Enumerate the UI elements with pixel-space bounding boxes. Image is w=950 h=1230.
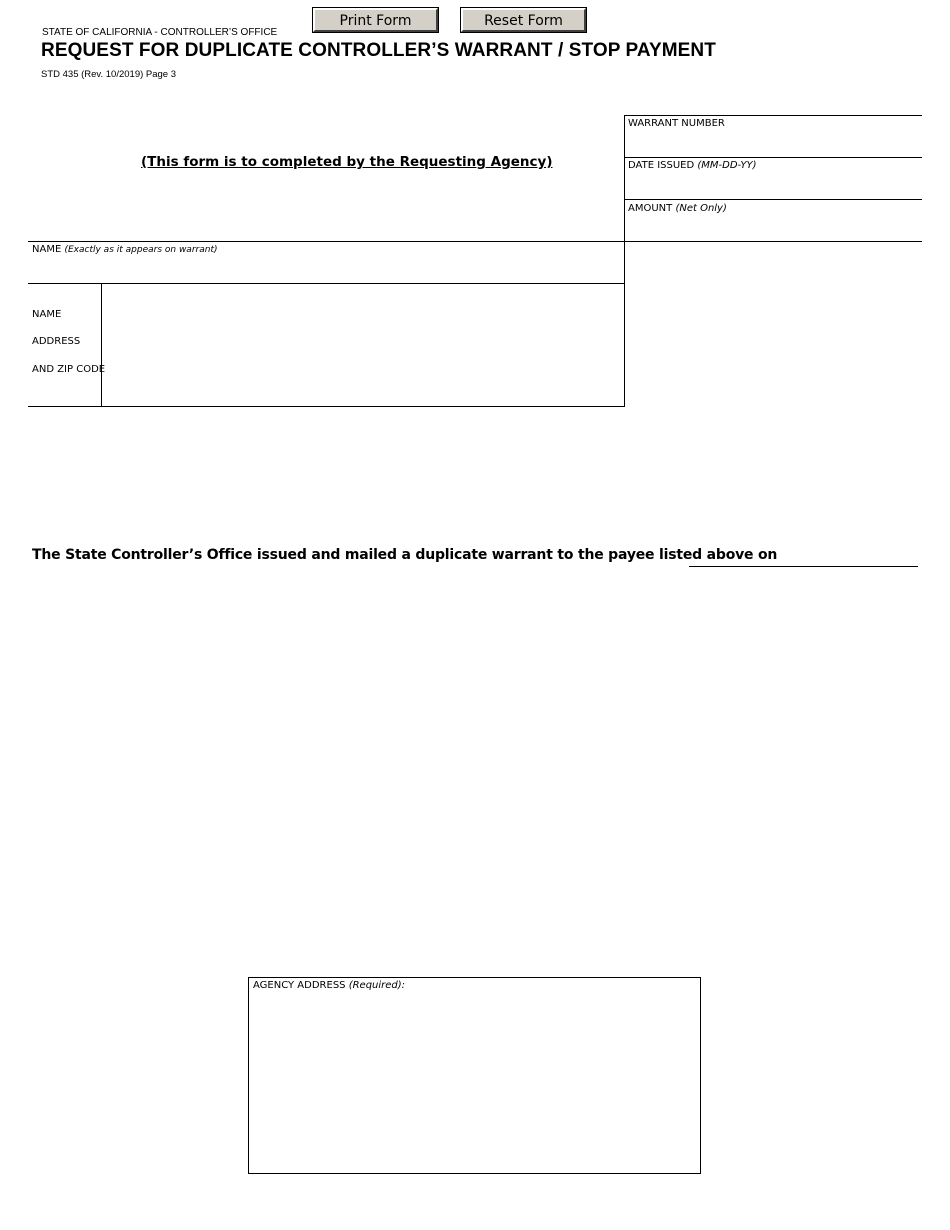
agency-address-label bbox=[253, 980, 405, 991]
warrant-number-label: WARRANT NUMBER bbox=[628, 118, 725, 129]
address-name-label: NAME bbox=[32, 309, 62, 320]
agency-address-box[interactable] bbox=[248, 977, 701, 1174]
divider bbox=[624, 115, 922, 116]
amount-field[interactable] bbox=[625, 217, 921, 241]
form-subheading: (This form is to completed by the Requesting Agency) bbox=[141, 154, 553, 170]
divider bbox=[28, 241, 922, 242]
form-number: STD 435 (Rev. 10/2019) Page 3 bbox=[41, 69, 177, 80]
name-label-text: NAME bbox=[32, 244, 62, 255]
date-issued-label-text: DATE ISSUED bbox=[628, 160, 695, 171]
name-label bbox=[32, 244, 217, 255]
date-issued-label bbox=[628, 160, 757, 171]
agency-address-label-text: AGENCY ADDRESS bbox=[253, 980, 346, 991]
date-issued-hint: (MM-DD-YY) bbox=[697, 160, 757, 171]
name-hint: (Exactly as it appears on warrant) bbox=[64, 245, 218, 255]
divider bbox=[624, 157, 922, 158]
divider bbox=[624, 199, 922, 200]
issued-statement: The State Controller’s Office issued and mailed a duplicate warrant to the payee listed above on bbox=[32, 547, 778, 563]
address-label: ADDRESS bbox=[32, 336, 81, 347]
amount-label bbox=[628, 203, 727, 214]
form-title: REQUEST FOR DUPLICATE CONTROLLER’S WARRANT / STOP PAYMENT bbox=[41, 40, 716, 61]
issue-date-field[interactable] bbox=[689, 546, 918, 565]
warrant-number-field[interactable] bbox=[625, 132, 921, 156]
divider bbox=[28, 406, 624, 407]
date-issued-field[interactable] bbox=[625, 174, 921, 198]
agency-address-hint: (Required): bbox=[348, 980, 406, 991]
zip-code-label: AND ZIP CODE bbox=[32, 364, 106, 375]
payee-name-field[interactable] bbox=[29, 258, 623, 282]
name-address-field[interactable] bbox=[102, 284, 623, 405]
print-form-button[interactable]: Print Form bbox=[313, 8, 438, 32]
issue-date-underline bbox=[689, 566, 918, 567]
amount-hint: (Net Only) bbox=[675, 203, 727, 214]
agency-name: STATE OF CALIFORNIA - CONTROLLER’S OFFICE bbox=[42, 27, 278, 38]
reset-form-button[interactable]: Reset Form bbox=[461, 8, 586, 32]
right-column-divider bbox=[624, 115, 625, 407]
amount-label-text: AMOUNT bbox=[628, 203, 673, 214]
